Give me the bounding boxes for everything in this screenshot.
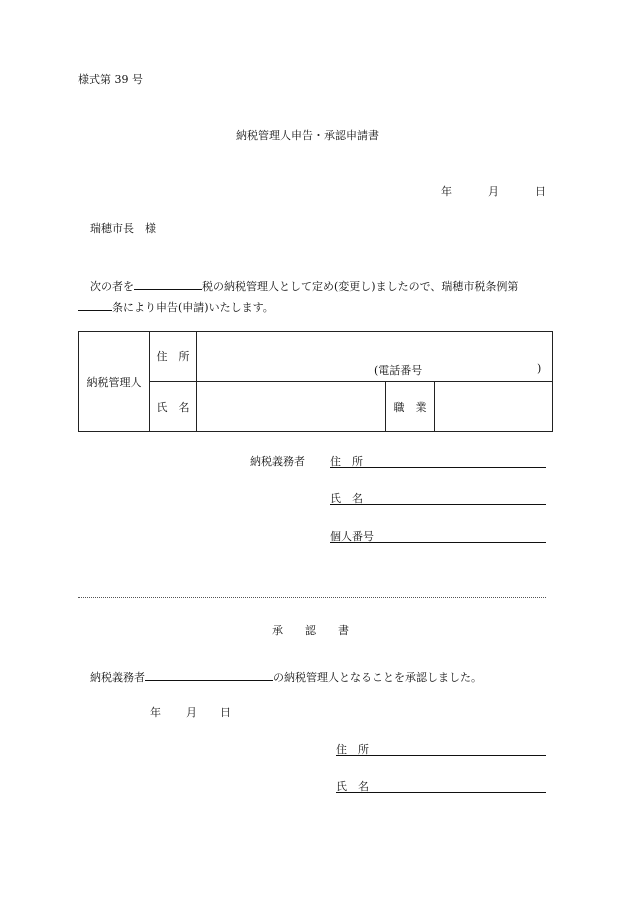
name-cell[interactable] [197,382,386,432]
tax-agent-header: 納税管理人 [79,332,150,432]
approval-text-b: の納税管理人となることを承認しました。 [273,671,482,684]
document-title: 納税管理人申告・承認申請書 [236,129,379,142]
phone-label: (電話番号 [374,364,423,377]
taxpayer-address-line[interactable] [330,467,546,468]
address-label: 住 所 [150,332,197,382]
body-text: 税の納税管理人として定め(変更し)ましたので、瑞穂市税条例第 [202,280,519,293]
approval-date-month: 月 [186,706,197,719]
approval-name-line[interactable] [336,792,546,793]
name-label: 氏 名 [150,382,197,432]
occupation-label: 職 業 [386,382,435,432]
taxpayer-id-line[interactable] [330,542,546,543]
form-number: 様式第 39 号 [78,73,143,86]
approval-text-a: 納税義務者 [90,671,145,684]
address-cell[interactable] [197,332,553,382]
body-line-1 [90,277,518,294]
approval-text [90,668,482,685]
body-text: 条により申告(申請)いたします。 [112,301,274,314]
addressee: 瑞穂市長 様 [90,222,156,235]
cut-line [78,597,546,598]
approval-title: 承 認 書 [272,624,349,637]
approval-name-label: 氏 名 [336,780,369,793]
taxpayer-label: 納税義務者 [250,455,305,468]
date-year: 年 [441,185,452,198]
approval-date-year: 年 [150,706,161,719]
approval-taxpayer-blank[interactable] [145,668,273,681]
approval-date-day: 日 [220,706,231,719]
taxpayer-address-label: 住 所 [330,455,363,468]
approval-address-label: 住 所 [336,743,369,756]
article-blank[interactable] [78,298,112,311]
body-text: 次の者を [90,280,134,293]
taxpayer-id-label: 個人番号 [330,530,374,543]
phone-close: ) [537,362,542,375]
date-month: 月 [488,185,499,198]
taxpayer-name-label: 氏 名 [330,492,363,505]
approval-address-line[interactable] [336,755,546,756]
body-line-2 [78,298,274,315]
occupation-cell[interactable] [435,382,553,432]
date-day: 日 [535,185,546,198]
taxpayer-name-line[interactable] [330,504,546,505]
tax-agent-table [78,331,553,432]
tax-type-blank[interactable] [134,277,202,290]
